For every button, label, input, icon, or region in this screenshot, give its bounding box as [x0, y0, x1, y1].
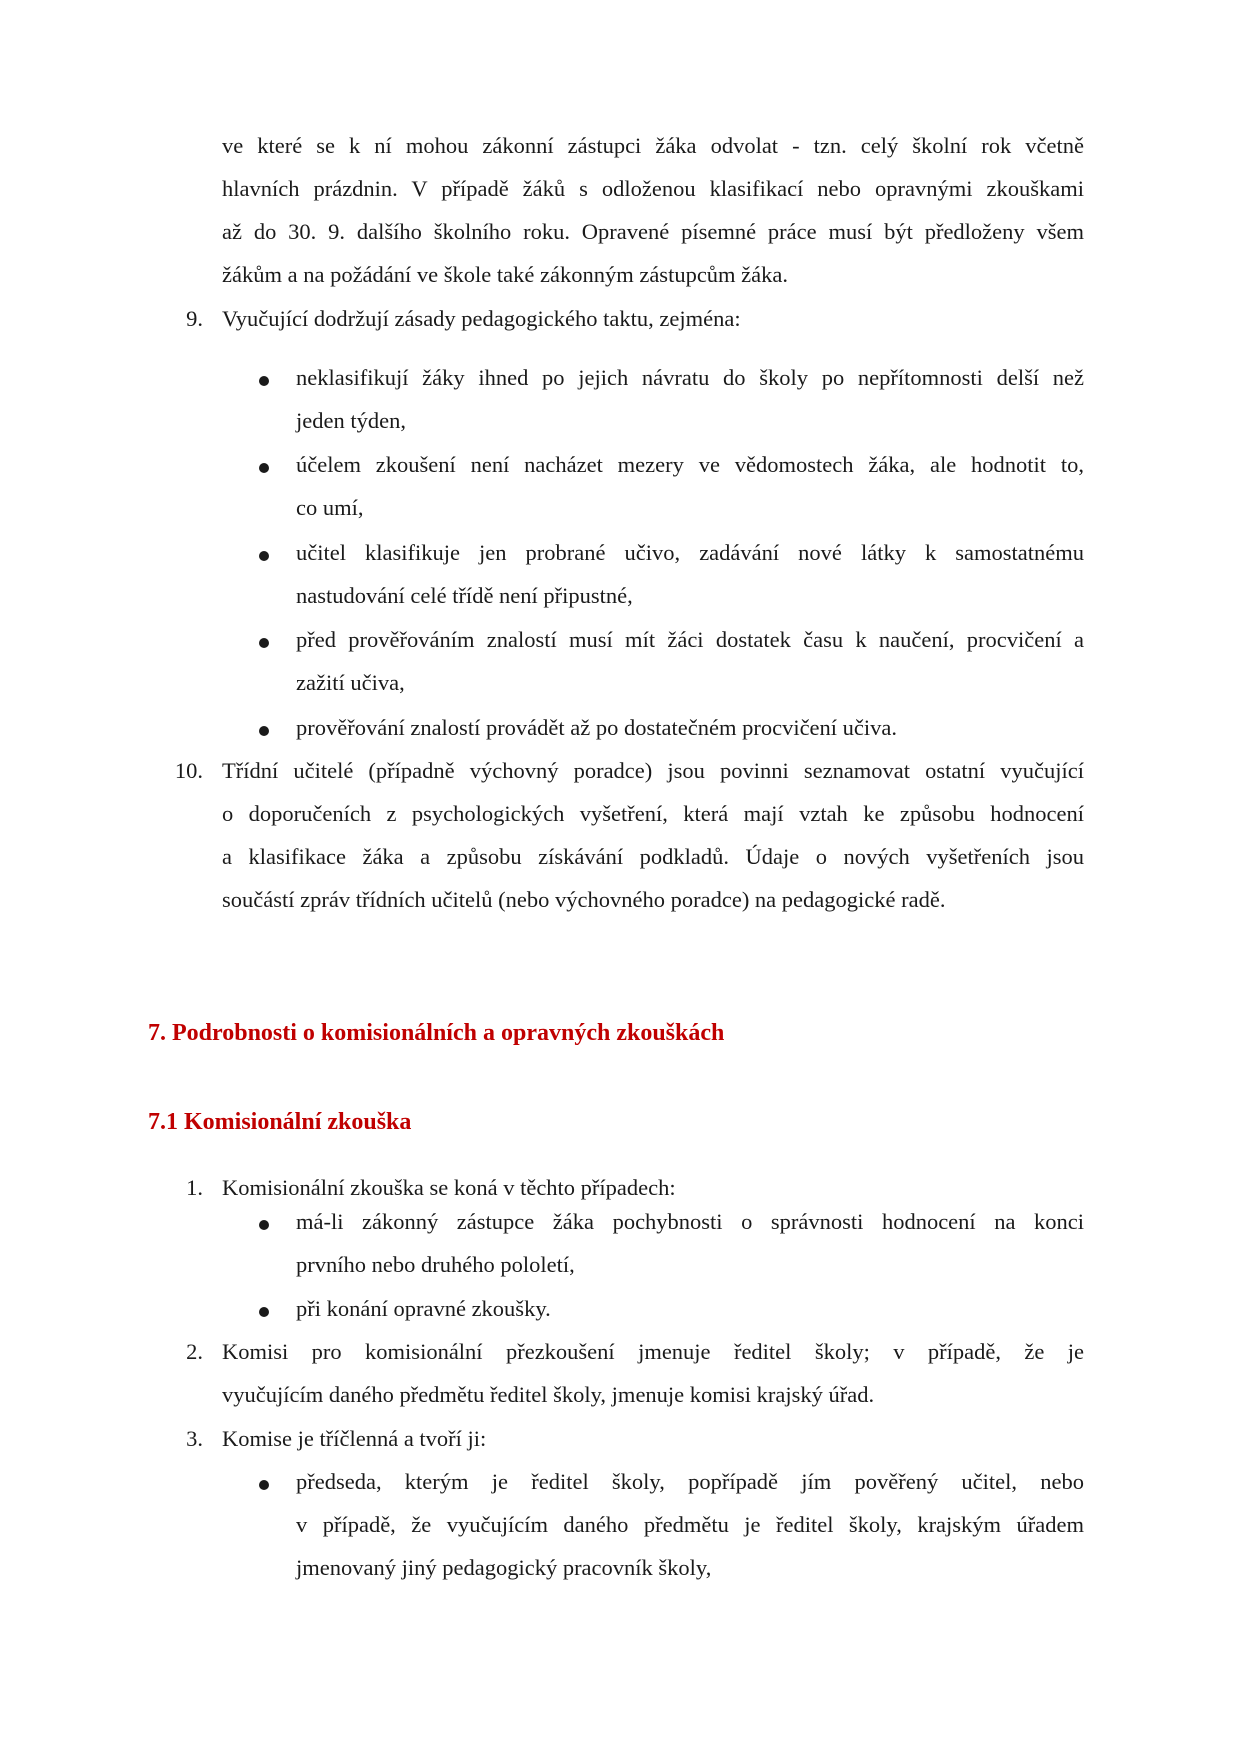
bullet-line: nastudování celé třídě není připustné,: [296, 583, 633, 608]
bullet-icon: [259, 726, 269, 736]
list-item-text: Komisionální zkouška se koná v těchto případech:: [222, 1175, 676, 1200]
bullet-line: zažití učiva,: [296, 670, 405, 695]
intro-line: ve které se k ní mohou zákonní zástupci žáka odvolat - tzn. celý školní rok včetně: [222, 133, 1084, 158]
subsection-heading: 7.1 Komisionální zkouška: [148, 1109, 412, 1135]
list-number: 10.: [174, 758, 203, 783]
list-item-line: Komisi pro komisionální přezkoušení jmenuje ředitel školy; v případě, že je: [222, 1339, 1084, 1364]
bullet-line: jmenovaný jiný pedagogický pracovník školy,: [296, 1555, 712, 1580]
bullet-line: co umí,: [296, 495, 364, 520]
intro-line: až do 30. 9. dalšího školního roku. Opravené písemné práce musí být předloženy všem: [222, 219, 1084, 244]
bullet-line: účelem zkoušení není nacházet mezery ve vědomostech žáka, ale hodnotit to,: [296, 452, 1084, 477]
intro-line: hlavních prázdnin. V případě žáků s odloženou klasifikací nebo opravnými zkouškami: [222, 176, 1084, 201]
bullet-icon: [259, 638, 269, 648]
list-number: 9.: [186, 306, 203, 331]
bullet-icon: [259, 1480, 269, 1490]
bullet-line: má-li zákonný zástupce žáka pochybnosti o správnosti hodnocení na konci: [296, 1209, 1084, 1234]
bullet-icon: [259, 1307, 269, 1317]
list-item-line: Třídní učitelé (případně výchovný poradce) jsou povinni seznamovat ostatní vyučující: [222, 758, 1084, 783]
bullet-icon: [259, 463, 269, 473]
bullet-icon: [259, 551, 269, 561]
bullet-line: prvního nebo druhého pololetí,: [296, 1252, 575, 1277]
bullet-line: učitel klasifikuje jen probrané učivo, zadávání nové látky k samostatnému: [296, 540, 1084, 565]
list-item-text: Vyučující dodržují zásady pedagogického taktu, zejména:: [222, 306, 741, 331]
section-heading: 7. Podrobnosti o komisionálních a opravných zkouškách: [148, 1020, 725, 1046]
bullet-icon: [259, 1220, 269, 1230]
list-item-text: Komise je tříčlenná a tvoří ji:: [222, 1426, 487, 1451]
bullet-line: v případě, že vyučujícím daného předmětu je ředitel školy, krajským úřadem: [296, 1512, 1084, 1537]
bullet-icon: [259, 376, 269, 386]
bullet-line: při konání opravné zkoušky.: [296, 1296, 551, 1321]
list-item-line: a klasifikace žáka a způsobu získávání podkladů. Údaje o nových vyšetřeních jsou: [222, 844, 1084, 869]
intro-line: žákům a na požádání ve škole také zákonným zástupcům žáka.: [222, 262, 789, 287]
list-item-line: součástí zpráv třídních učitelů (nebo výchovného poradce) na pedagogické radě.: [222, 887, 946, 912]
list-number: 2.: [186, 1339, 203, 1364]
list-item-line: o doporučeních z psychologických vyšetření, která mají vztah ke způsobu hodnocení: [222, 801, 1084, 826]
bullet-line: před prověřováním znalostí musí mít žáci dostatek času k naučení, procvičení a: [296, 627, 1084, 652]
bullet-line: jeden týden,: [296, 408, 406, 433]
list-item-line: vyučujícím daného předmětu ředitel školy, jmenuje komisi krajský úřad.: [222, 1382, 875, 1407]
bullet-line: prověřování znalostí provádět až po dostatečném procvičení učiva.: [296, 715, 898, 740]
list-number: 3.: [186, 1426, 203, 1451]
bullet-line: předseda, kterým je ředitel školy, popřípadě jím pověřený učitel, nebo: [296, 1469, 1084, 1494]
list-number: 1.: [186, 1175, 203, 1200]
bullet-line: neklasifikují žáky ihned po jejich návratu do školy po nepřítomnosti delší než: [296, 365, 1084, 390]
